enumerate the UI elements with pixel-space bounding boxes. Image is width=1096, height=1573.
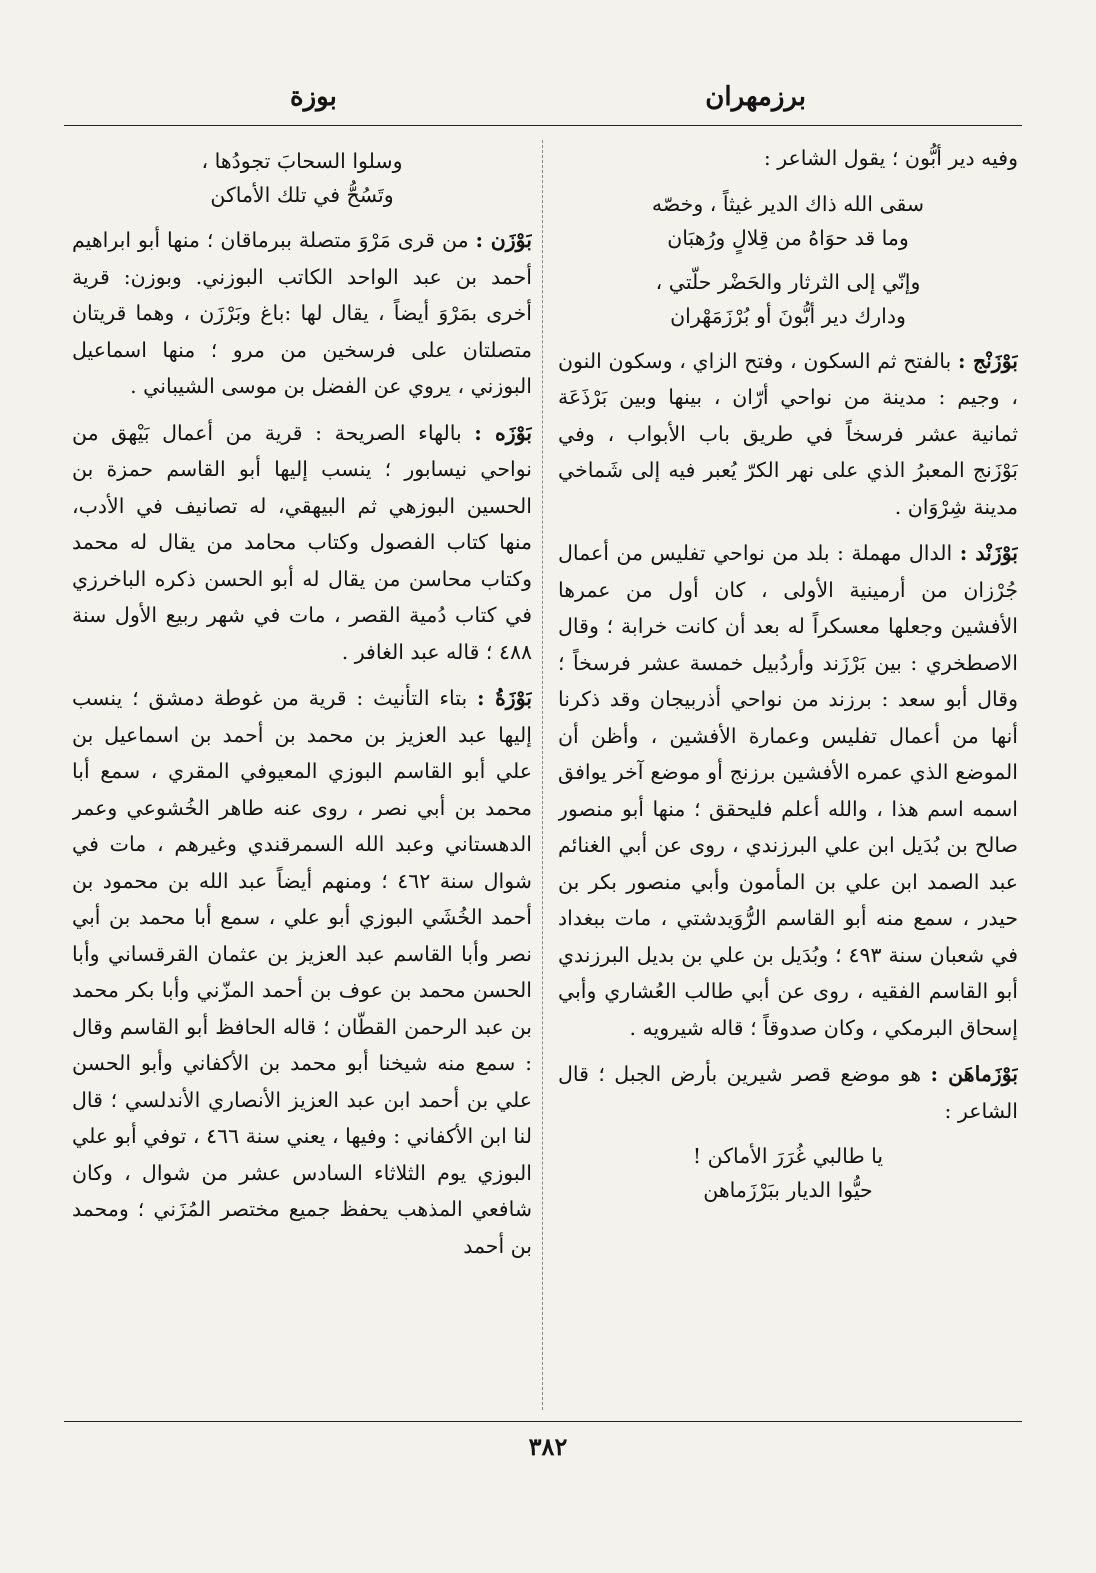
dictionary-entry xyxy=(72,415,532,671)
verse-line: يا طالبي غُرَرَ الأماكن ! xyxy=(692,1144,884,1168)
header-rule xyxy=(64,125,1022,126)
verse-block xyxy=(558,1139,1018,1207)
column-divider xyxy=(542,140,543,1410)
entry-text: الدال مهملة : بلد من نواحي تفليس من أعمال جُرْزان من أرمينية الأولى ، كان أول من عمرها الأفشين وجعلها معسكراً له بعد أن كانت خرابة ؛ وقال الاصطخري : بين بَرْزَند وأردُبيل خمسة عشر فرسخاً ؛ وقال أبو سعد : برزند من نواحي أذربيجان وقد ذكرنا أنها من أعمال تفليس وعمارة الأفشين ، وأظن أن الموضع الذي عمره الأفشين برزنج أو موضع آخر يوافق اسمه اسم هذا ، والله أعلم فليحقق ؛ منها أبو منصور صالح بن بُدَيل ابن علي البرزندي ، روى عن أبي الغنائم عبد الصمد ابن علي بن المأمون وأبي منصور بكر بن حيدر ، سمع منه أبو القاسم الرُّوَيدشتي ، مات ببغداد في شعبان سنة ٤٩٣ ؛ وبُدَيل بن علي بن بديل البرزندي أبو القاسم الفقيه ، روى عن أبي طالب العُشاري وأبي إسحاق البرمكي ، وكان صدوقاً ؛ قاله شيرويه . xyxy=(558,541,1018,1040)
footer-rule xyxy=(64,1421,1022,1422)
dictionary-entry xyxy=(72,222,532,405)
entry-headword: بَوْزَنْد : xyxy=(959,541,1018,565)
verse-line: حيُّوا الديار ببَرْزَماهن xyxy=(703,1178,873,1202)
verse-block xyxy=(558,265,1018,333)
verse-line: وما قد حوَاهُ من قِلالٍ ورُهبَان xyxy=(667,225,909,250)
entry-headword: بَوْزَنْج : xyxy=(957,348,1018,373)
running-header-left: بوزة xyxy=(290,82,337,112)
page-number: ٣٨٢ xyxy=(528,1432,568,1461)
entry-text: من قرى مَرْوَ متصلة ببرماقان ؛ منها أبو ابراهيم أحمد بن عبد الواحد الكاتب البوزني. وبوزن: قرية أخرى بمَرْوَ أيضاً ، يقال لها :باغ وبَرْزَن ، وهما قريتان متصلتان على فرسخين من مرو ؛ منها اسماعيل البوزني ، يروي عن الفضل بن موسى الشيباني . xyxy=(72,228,532,398)
verse-line: وتَسُحُّ في تلك الأماكن xyxy=(210,183,394,207)
intro-line: وفيه دير أبُّون ؛ يقول الشاعر : xyxy=(763,146,1018,170)
verse-line: وسلوا السحابَ تجودُها ، xyxy=(201,149,403,173)
verse-line: ودارك دير أبُّونَ أو بُرْزَمَهْران xyxy=(670,303,906,328)
entry-text: بتاء التأنيث : قرية من غوطة دمشق ؛ ينسب إليها عبد العزيز بن محمد بن أحمد بن اسماعيل بن علي أبو القاسم البوزي المعيوفي المقري ، سمع أبا محمد بن أبي نصر ، روى عنه طاهر الخُشوعي وعمر الدهستاني وعبد الله السمرقندي وغيرهم ، مات في شوال سنة ٤٦٢ ؛ ومنهم أيضاً عبد الله بن محمود بن أحمد الخُشَي البوزي أبو علي ، سمع أبا محمد بن أبي نصر وأبا القاسم عبد العزيز بن عثمان القرقساني وأبا الحسن محمد بن عوف بن أحمد المزّني وأبا بكر محمد بن عبد الرحمن القطّان ؛ قاله الحافظ أبو القاسم وقال : سمع منه شيخنا أبو محمد بن الأكفاني وأبو الحسن علي بن أحمد ابن عبد العزيز الأنصاري الأندلسي ؛ قال لنا ابن الأكفاني : وفيها ، يعني سنة ٤٦٦ ، توفي أبو علي البوزي يوم الثلاثاء السادس عشر من شوال ، وكان شافعي المذهب يحفظ جميع مختصر المُزَني ؛ ومحمد بن أحمد xyxy=(72,686,532,1258)
entry-text: بالهاء الصريحة : قرية من أعمال بَيْهق من نواحي نيسابور ؛ ينسب إليها أبو القاسم حمزة بن الحسين البوزهي ثم البيهقي، له تصانيف في الأدب، منها كتاب الفصول وكتاب محامد من يقال له محمد وكتاب محاسن من يقال له أبو الحسن ذكره الباخرزي في كتاب دُمية القصر ، مات في شهر ربيع الأول سنة ٤٨٨ ؛ قاله عبد الغافر . xyxy=(72,420,532,664)
verse-line: وإنّي إلى الثرثار والحَضْر حلّتي ، xyxy=(655,269,921,294)
dictionary-entry xyxy=(558,535,1018,1046)
dictionary-entry xyxy=(558,1056,1018,1129)
entry-headword: بَوْزَةُ : xyxy=(477,686,532,710)
verse-line: سقى الله ذاك الدير غيثاً ، وخصّه xyxy=(651,191,925,216)
dictionary-entry xyxy=(558,343,1018,526)
entry-headword: بَوْزَن : xyxy=(475,228,532,252)
entry-headword: بَوْزَه : xyxy=(474,420,532,445)
entry-text: بالفتح ثم السكون ، وفتح الزاي ، وسكون النون ، وجيم : مدينة من نواحي أرّان ، بينها وبين بَرْذَعَة ثمانية عشر فرسخاً في طريق باب الأبواب ، وفي بَوْزَنج المعبرُ الذي على نهر الكرّ يُعبر فيه إلى شَماخي مدينة شِرْوَان . xyxy=(558,348,1018,519)
verse-block xyxy=(72,144,532,212)
entry-headword: بَوْزَماهَن : xyxy=(930,1062,1018,1086)
entry-text: هو موضع قصر شيرين بأرض الجبل ؛ قال الشاعر : xyxy=(558,1062,1018,1123)
dictionary-entry xyxy=(72,680,532,1264)
running-header-right: برزمهران xyxy=(705,82,806,112)
right-column xyxy=(558,140,1018,1410)
verse-block xyxy=(558,187,1018,255)
left-column xyxy=(72,140,532,1410)
